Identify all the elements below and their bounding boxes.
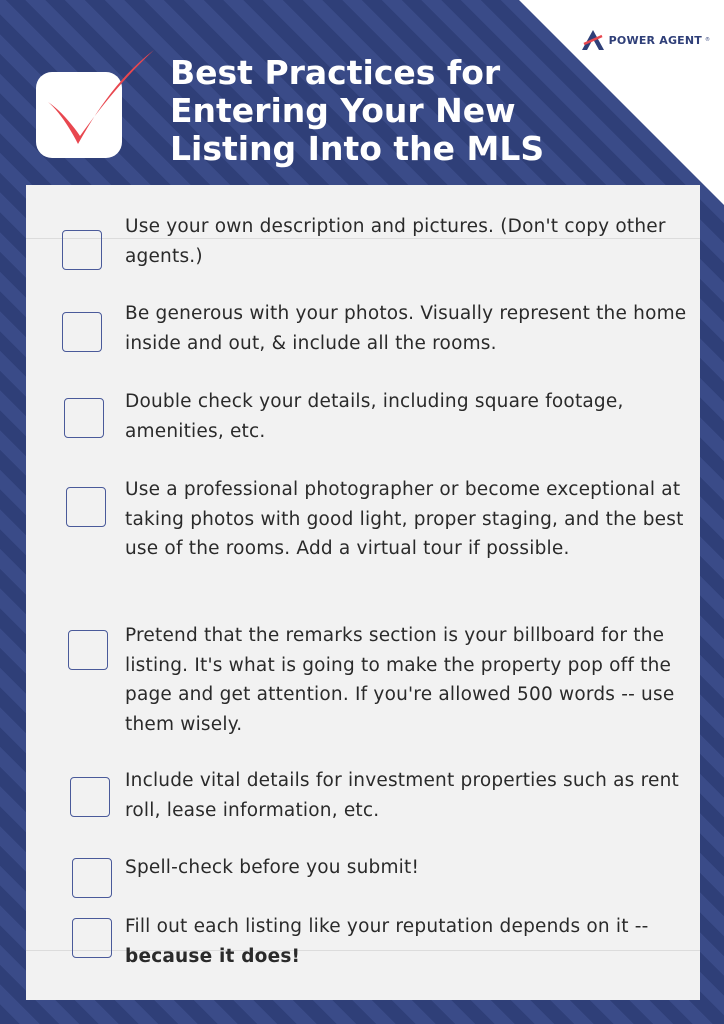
checklist-item-1: Use your own description and pictures. (Don't copy other agents.) bbox=[125, 216, 666, 267]
checkbox-6[interactable] bbox=[70, 777, 110, 817]
checklist-item-5: Pretend that the remarks section is your billboard for the listing. It's what is going to make the property pop off the page and get attention. If you're allowed 500 words -- use them wisely. bbox=[125, 625, 675, 735]
checklist-item-4: Use a professional photographer or become exceptional at taking photos with good light, proper staging, and the best use of the rooms. Add a virtual tour if possible. bbox=[125, 479, 684, 559]
brand-trademark: ® bbox=[705, 37, 710, 43]
checklist-item-8 bbox=[125, 912, 690, 971]
checkbox-4[interactable] bbox=[66, 487, 106, 527]
checklist-item-7: Spell-check before you submit! bbox=[125, 857, 420, 878]
power-agent-logo-icon bbox=[580, 28, 606, 52]
page-title: Best Practices for Entering Your New Listing Into the MLS bbox=[170, 53, 545, 168]
brand-logo bbox=[580, 28, 710, 52]
checklist-item-8-text: Fill out each listing like your reputation depends on it -- bbox=[125, 916, 649, 937]
brand-name: POWER AGENT bbox=[608, 33, 702, 47]
checklist-item-3: Double check your details, including square footage, amenities, etc. bbox=[125, 391, 624, 442]
checkbox-3[interactable] bbox=[64, 398, 104, 438]
checklist-item-8-emphasis: because it does! bbox=[125, 945, 301, 967]
checklist-item-2: Be generous with your photos. Visually represent the home inside and out, & include all the rooms. bbox=[125, 303, 687, 354]
checkbox-8[interactable] bbox=[72, 918, 112, 958]
checkbox-2[interactable] bbox=[62, 312, 102, 352]
checkmark-icon bbox=[40, 44, 160, 154]
checkbox-1[interactable] bbox=[62, 230, 102, 270]
checklist-card bbox=[26, 185, 700, 1000]
checklist-item-6: Include vital details for investment properties such as rent roll, lease information, etc. bbox=[125, 770, 679, 821]
checkbox-7[interactable] bbox=[72, 858, 112, 898]
checkbox-5[interactable] bbox=[68, 630, 108, 670]
